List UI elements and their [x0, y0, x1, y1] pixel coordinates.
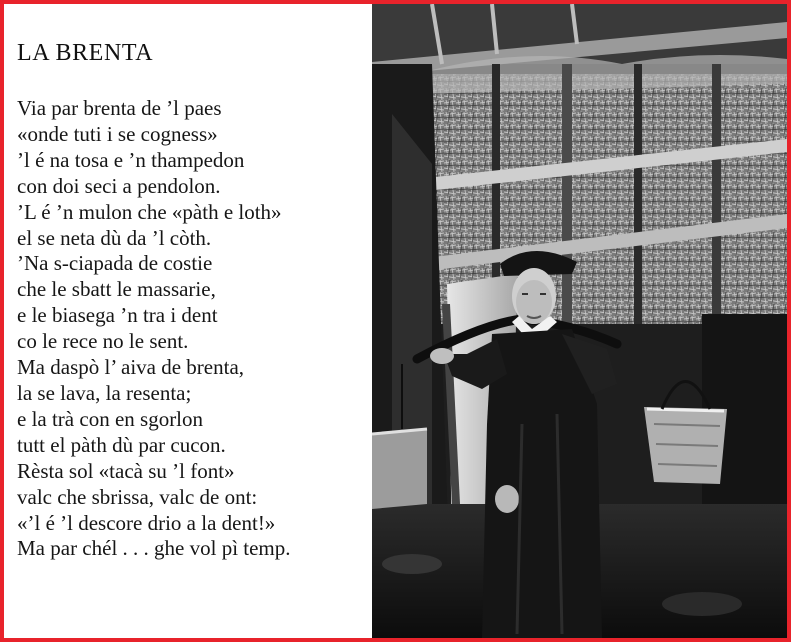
poem-line: valc che sbrissa, valc de ont: [17, 484, 258, 509]
poem-line: co le rece no le sent. [17, 329, 189, 354]
poem-title: LA BRENTA [17, 40, 154, 66]
poem-line: ’Na s-ciapada de costie [17, 251, 213, 276]
poem-line: el se neta dù da ’l còth. [17, 225, 212, 250]
poem-line: tutt el pàth dù par cucon. [17, 432, 226, 457]
poem-line: la se lava, la resenta; [17, 380, 192, 405]
poem-line: Ma daspò l’ aiva de brenta, [17, 355, 245, 380]
poem-line: che le sbatt le massarie, [17, 277, 216, 302]
poem-line: Rèsta sol «tacà su ’l font» [17, 458, 235, 483]
poem-line: ’L é ’n mulon che «pàth e loth» [17, 199, 282, 224]
poem-line: con doi seci a pendolon. [17, 173, 221, 198]
poem-line: Ma par chél . . . ghe vol pì temp. [17, 536, 291, 561]
poem-line: «onde tuti i se cogness» [17, 121, 218, 146]
poem-line: «’l é ’l descore drio a la dent!» [17, 510, 276, 535]
poem-line: e le biasega ’n tra i dent [17, 303, 218, 328]
poem-line: Via par brenta de ’l paes [17, 96, 222, 120]
poem-line: ’l é na tosa e ’n thampedon [17, 147, 245, 172]
poem-line: e la trà con en sgorlon [17, 406, 204, 431]
